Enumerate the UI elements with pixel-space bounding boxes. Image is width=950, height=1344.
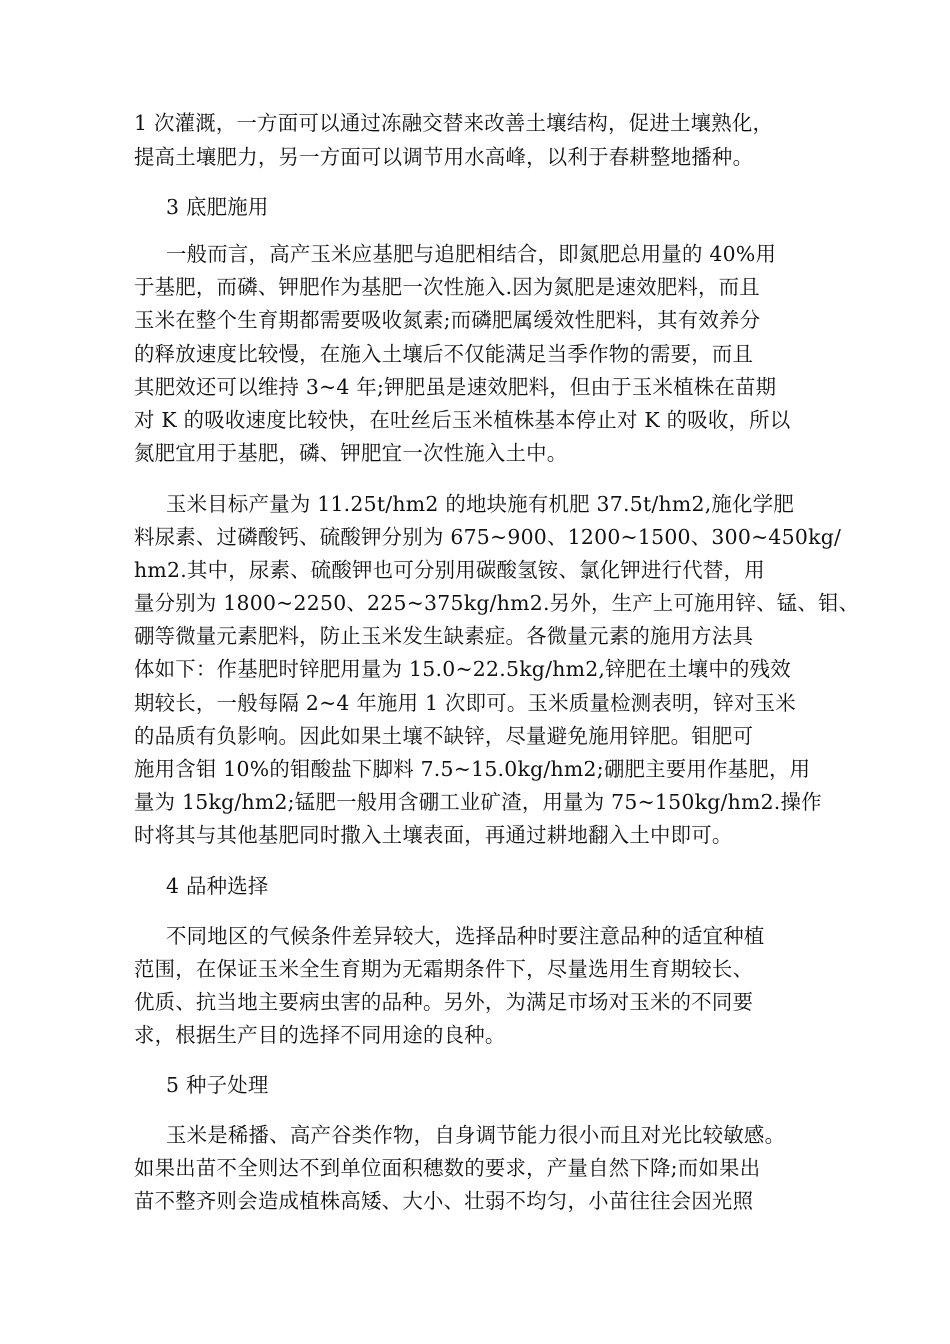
text-line: 如果出苗不全则达不到单位面积穗数的要求，产量自然下降;而如果出 <box>134 1156 761 1180</box>
text-line: 硼等微量元素肥料，防止玉米发生缺素症。各微量元素的施用方法具 <box>134 624 754 648</box>
text-line: 对 K 的吸收速度比较快，在吐丝后玉米植株基本停止对 K 的吸收，所以 <box>134 408 791 432</box>
text-line: 其肥效还可以维持 3~4 年;钾肥虽是速效肥料，但由于玉米植株在苗期 <box>134 375 777 399</box>
text-line: 体如下：作基肥时锌肥用量为 15.0~22.5kg/hm2,锌肥在土壤中的残效 <box>134 657 791 681</box>
text-line: 的品质有负影响。因此如果土壤不缺锌，尽量避免施用锌肥。钼肥可 <box>134 724 754 748</box>
section-4-heading: 4 品种选择 <box>166 874 269 898</box>
text-line: 提高土壤肥力，另一方面可以调节用水高峰，以利于春耕整地播种。 <box>134 145 754 169</box>
text-line: hm2.其中，尿素、硫酸钾也可分别用碳酸氢铵、氯化钾进行代替，用 <box>134 558 765 582</box>
text-line: 期较长，一般每隔 2~4 年施用 1 次即可。玉米质量检测表明，锌对玉米 <box>134 691 796 715</box>
section-5-heading: 5 种子处理 <box>166 1073 269 1097</box>
text-line: 施用含钼 10%的钼酸盐下脚料 7.5~15.0kg/hm2;硼肥主要用作基肥，用 <box>134 757 811 781</box>
text-line: 玉米目标产量为 11.25t/hm2 的地块施有机肥 37.5t/hm2,施化学肥 <box>166 492 794 516</box>
section-3-heading: 3 底肥施用 <box>166 195 269 219</box>
text-line: 求，根据生产目的选择不同用途的良种。 <box>134 1023 506 1047</box>
text-line: 不同地区的气候条件差异较大，选择品种时要注意品种的适宜种植 <box>166 924 765 948</box>
text-line: 优质、抗当地主要病虫害的品种。另外，为满足市场对玉米的不同要 <box>134 990 754 1014</box>
text-line: 时将其与其他基肥同时撒入土壤表面，再通过耕地翻入土中即可。 <box>134 823 733 847</box>
text-line: 范围，在保证玉米全生育期为无霜期条件下，尽量选用生育期较长、 <box>134 957 754 981</box>
text-line: 玉米在整个生育期都需要吸收氮素;而磷肥属缓效性肥料，其有效养分 <box>134 308 761 332</box>
text-line: 苗不整齐则会造成植株高矮、大小、壮弱不均匀，小苗往往会因光照 <box>134 1189 754 1213</box>
text-line: 1 次灌溉，一方面可以通过冻融交替来改善土壤结构，促进土壤熟化， <box>134 111 774 135</box>
text-line: 于基肥，而磷、钾肥作为基肥一次性施入.因为氮肥是速效肥料，而且 <box>134 275 760 299</box>
text-line: 量为 15kg/hm2;锰肥一般用含硼工业矿渣，用量为 75~150kg/hm2.操作 <box>134 790 822 814</box>
text-line: 玉米是稀播、高产谷类作物，自身调节能力很小而且对光比较敏感。 <box>166 1123 786 1147</box>
text-line: 氮肥宜用于基肥，磷、钾肥宜一次性施入土中。 <box>134 441 568 465</box>
text-line: 一般而言，高产玉米应基肥与追肥相结合，即氮肥总用量的 40%用 <box>166 242 777 266</box>
text-line: 料尿素、过磷酸钙、硫酸钾分别为 675~900、1200~1500、300~450kg/ <box>134 525 842 549</box>
text-line: 量分别为 1800~2250、225~375kg/hm2.另外，生产上可施用锌、锰、钼、 <box>134 591 860 615</box>
text-line: 的释放速度比较慢，在施入土壤后不仅能满足当季作物的需要，而且 <box>134 342 754 366</box>
